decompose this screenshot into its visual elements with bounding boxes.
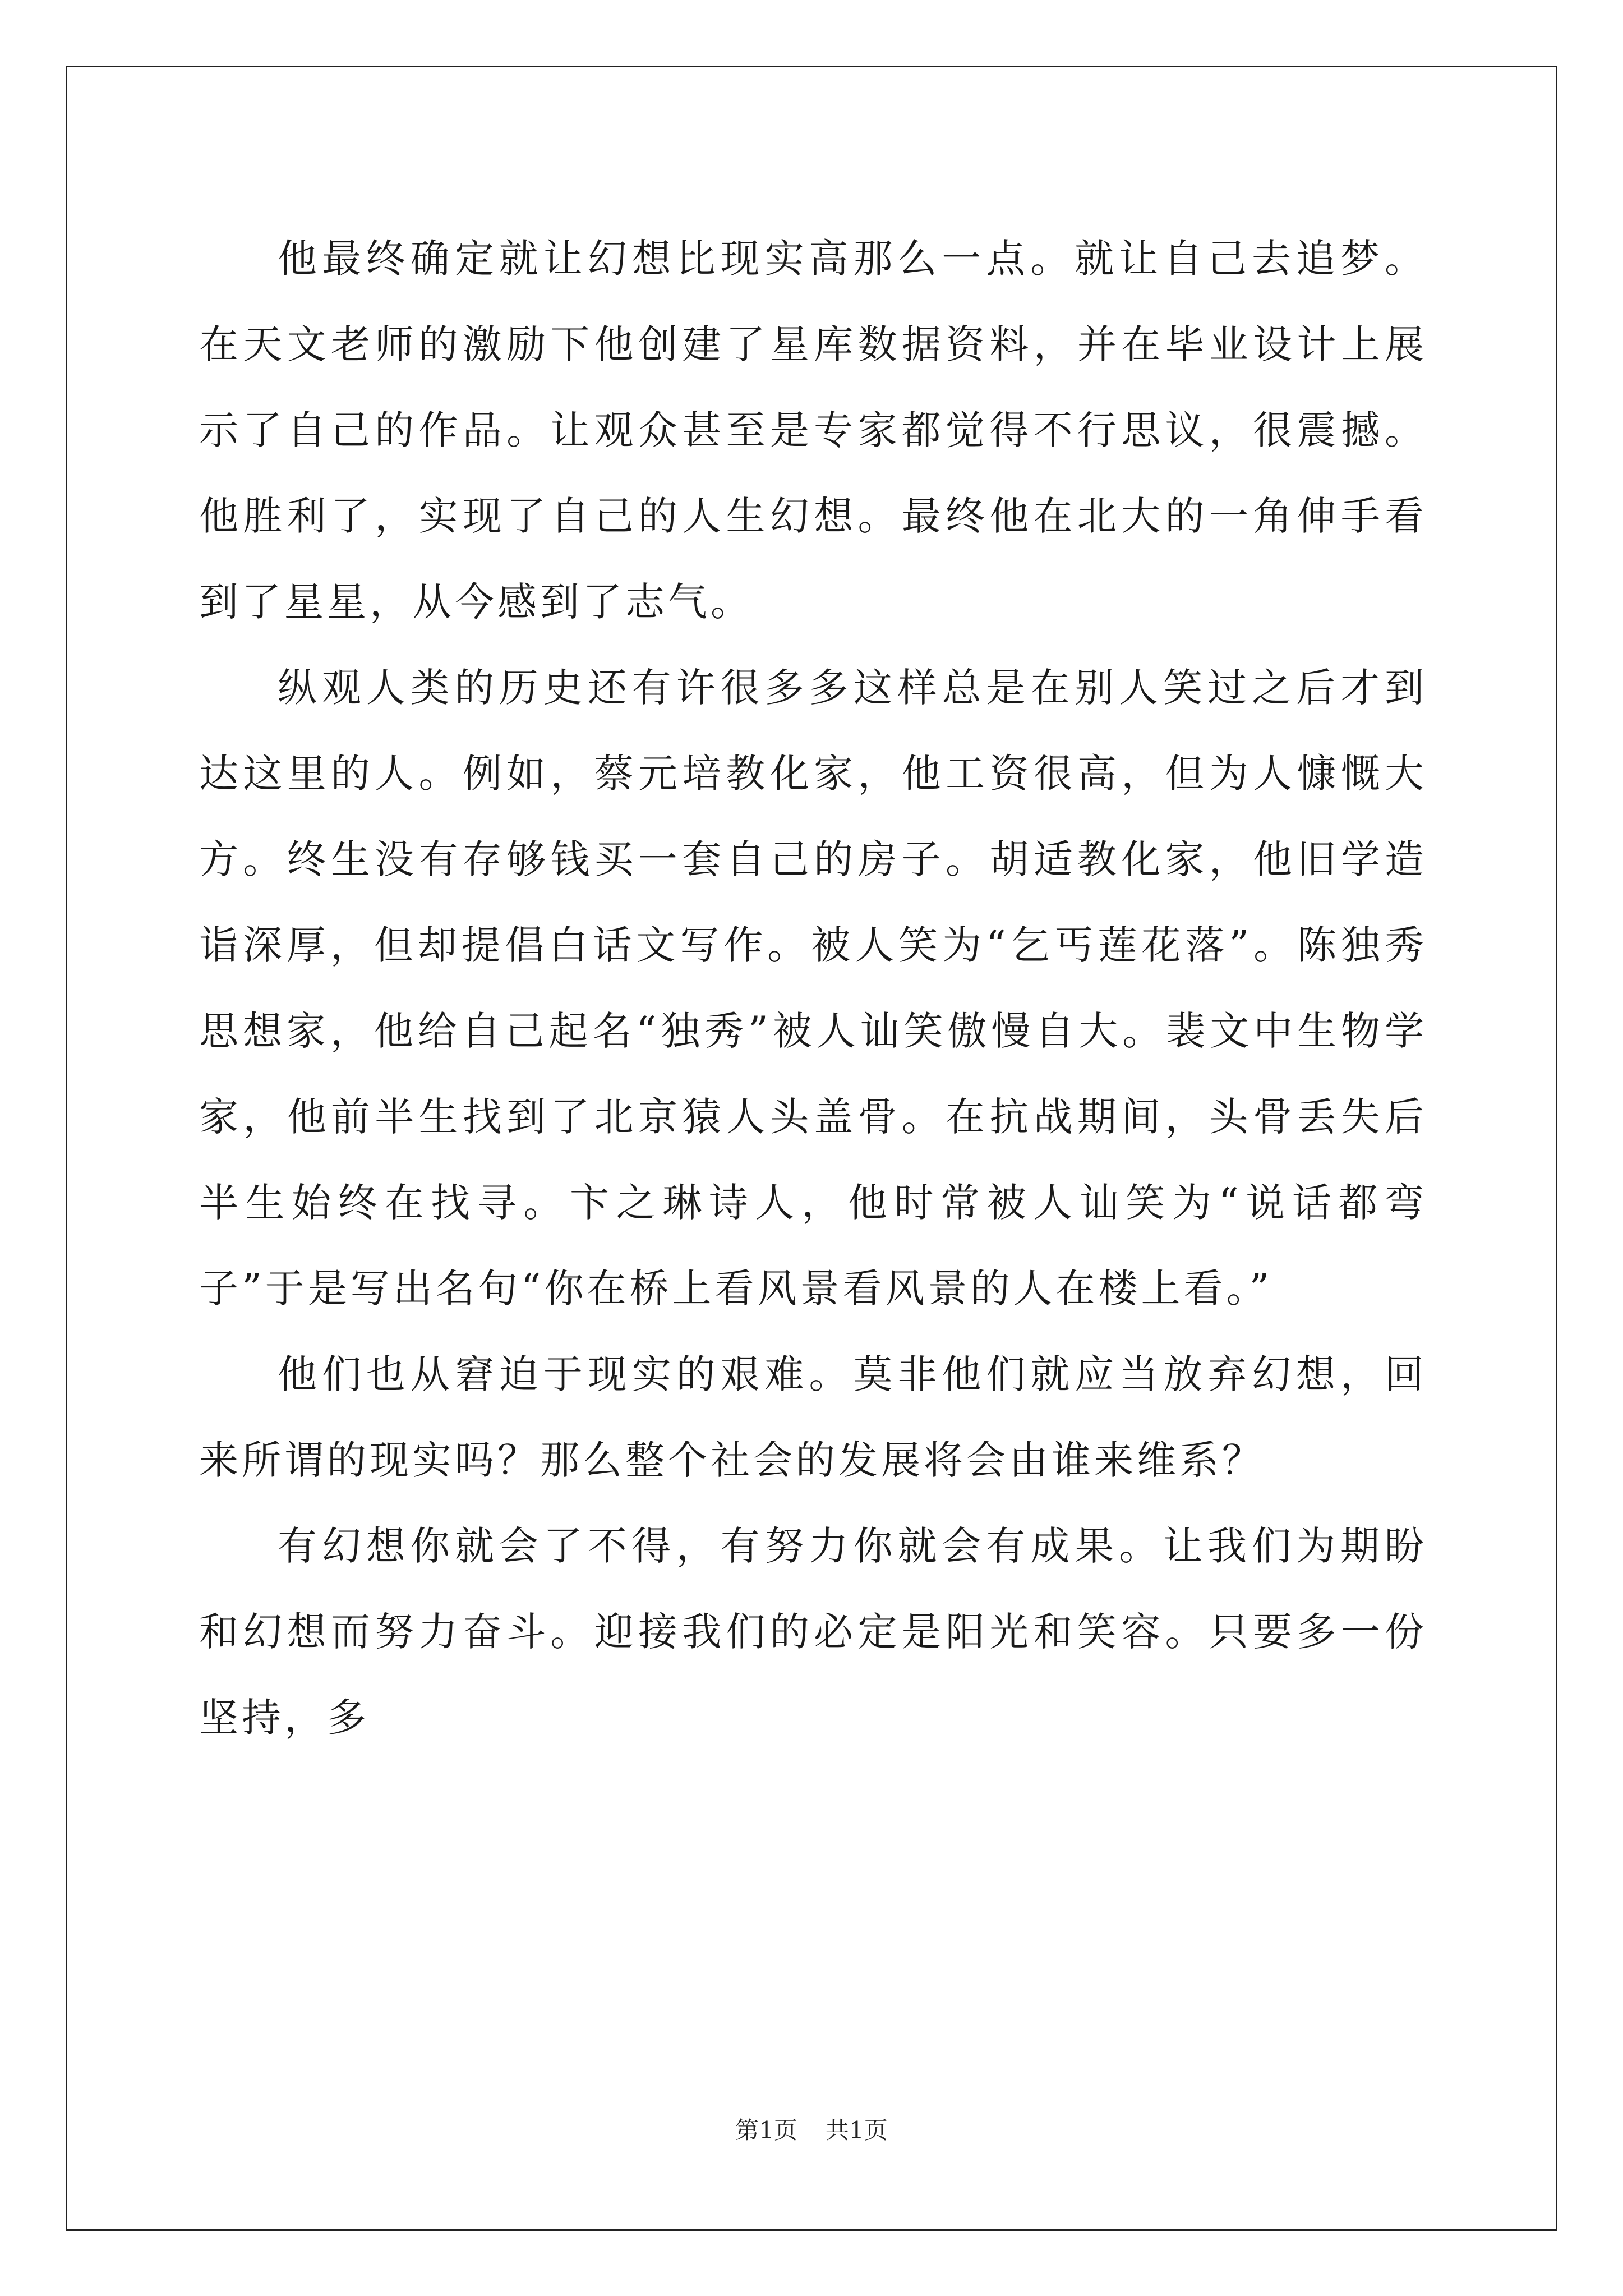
paragraph: 他们也从窘迫于现实的艰难。莫非他们就应当放弃幻想，回来所谓的现实吗？那么整个社会的发展将会由谁来维系？: [199, 1351, 1427, 1483]
page-total: 共1页: [826, 2116, 888, 2144]
page-footer: [0, 2112, 1623, 2146]
paragraph: 有幻想你就会了不得，有努力你就会有成果。让我们为期盼和幻想而努力奋斗。迎接我们的必定是阳光和笑容。只要多一份坚持，多: [199, 1523, 1427, 1741]
document-body: [199, 216, 1427, 1761]
paragraph: 纵观人类的历史还有许很多多这样总是在别人笑过之后才到达这里的人。例如，蔡元培教化家，他工资很高，但为人慷慨大方。终生没有存够钱买一套自己的房子。胡适教化家，他旧学造诣深厚，但却提倡白话文写作。被人笑为“乞丐莲花落”。陈独秀思想家，他给自己起名“独秀”被人讪笑傲慢自大。裴文中生物学家，他前半生找到了北京猿人头盖骨。在抗战期间，头骨丢失后半生始终在找寻。卞之琳诗人，他时常被人讪笑为“说话都弯子”于是写出名句“你在桥上看风景看风景的人在楼上看。”: [199, 665, 1427, 1312]
paragraph: 他最终确定就让幻想比现实高那么一点。就让自己去追梦。在天文老师的激励下他创建了星库数据资料，并在毕业设计上展示了自己的作品。让观众甚至是专家都觉得不行思议，很震撼。他胜利了，实现了自己的人生幻想。最终他在北大的一角伸手看到了星星，从今感到了志气。: [199, 236, 1427, 625]
page-number: 第1页: [735, 2116, 797, 2144]
